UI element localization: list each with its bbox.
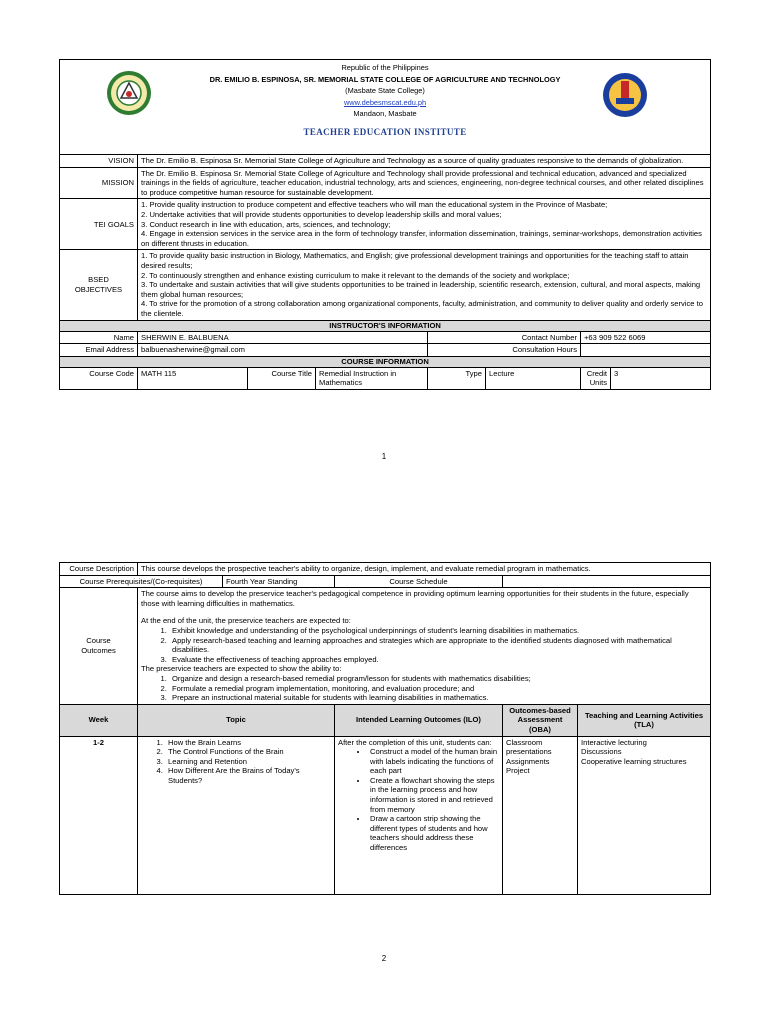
course-description: This course develops the prospective teacher's ability to organize, design, implement, and evaluate remedial program in mathematics. (138, 563, 711, 576)
tei-goal-item: 2. Undertake activities that will provide students opportunities to develop leadership skills and moral values; (141, 209, 502, 219)
tei-goal-item: 4. Engage in extension services in the service area in the form of technology transfer, information dissemination, trainings, seminar-workshops, demonstration activities on different thrusts in education. (141, 229, 702, 248)
contact-number: +63 909 522 6069 (581, 331, 711, 344)
course-title-label: Course Title (248, 367, 316, 389)
credit-units-label: Credit Units (581, 367, 611, 389)
bsed-objective-item: 4. To strive for the promotion of a strong collaboration among organizational components, faculty, administration, and community to deliver quality and orderly service to the clientele. (141, 299, 703, 318)
ilo-item: • Draw a cartoon strip showing the different types of students and how teachers should address these differences (368, 814, 499, 852)
bsed-objective-item: 1. To provide quality basic instruction in Biology, Mathematics, and English; give professional development trainings and opportunities for the teaching staff to attain desired results; (141, 251, 689, 270)
col-tla: Teaching and Learning Activities (TLA) (578, 704, 711, 736)
ilo-item: • Construct a model of the human brain with labels indicating the functions of each part (368, 747, 499, 776)
oba-item: Project (506, 766, 530, 776)
outcomes-lead-2: The preservice teachers are expected to show the ability to: (141, 664, 342, 674)
bsed-label-line2: OBJECTIVES (74, 284, 123, 294)
vision-text: The Dr. Emilio B. Espinosa Sr. Memorial State College of Agriculture and Technology as a source of quality graduates responsive to the demands of globalization. (138, 155, 711, 168)
page-2 (0, 545, 768, 1024)
tei-goal-item: 3. Conduct research in line with education, arts, sciences, and technology; (141, 219, 391, 229)
outcome-item: 2. Apply research-based teaching and learning approaches and strategies which are appropriate to the identified students diagnosed with mathematical disabilities. (169, 636, 707, 655)
vision-label: VISION (60, 155, 138, 168)
col-week: Week (60, 704, 138, 736)
col-ilo: Intended Learning Outcomes (ILO) (335, 704, 503, 736)
tla-item: Cooperative learning structures (581, 756, 687, 766)
outcome-item: 1. Exhibit knowledge and understanding of the psychological underpinnings of student's learning disabilities in mathematics. (169, 626, 707, 636)
outcome-item: 1. Organize and design a research-based remedial program/lesson for students with mathematics disabilities; (169, 674, 707, 684)
email-label: Email Address (60, 344, 138, 357)
institute-title: TEACHER EDUCATION INSTITUTE (303, 126, 467, 137)
outcomes-label-line2: Outcomes (81, 645, 116, 655)
topic-item: 1. How the Brain Learns (165, 738, 331, 748)
course-code: MATH 115 (138, 367, 248, 389)
page2-table (59, 562, 711, 895)
ilo-cell (335, 736, 503, 894)
republic-line: Republic of the Philippines (341, 63, 429, 72)
college-address: Mandaon, Masbate (353, 109, 417, 119)
course-description-label: Course Description (60, 563, 138, 576)
topic-item: 2. The Control Functions of the Brain (165, 747, 331, 757)
outcome-item: 2. Formulate a remedial program implementation, monitoring, and evaluation procedure; and (169, 684, 707, 694)
bsed-label-line1: BSED (88, 275, 109, 285)
ilo-item: • Create a flowchart showing the steps in the learning process and how information is stored in and retrieved from memory (368, 776, 499, 814)
prerequisites: Fourth Year Standing (223, 575, 335, 588)
course-code-label: Course Code (60, 367, 138, 389)
instructor-email: balbuenasherwine@gmail.com (138, 344, 428, 357)
name-label: Name (60, 331, 138, 344)
tei-goals-list (138, 199, 711, 250)
col-topic: Topic (138, 704, 335, 736)
topic-item: 3. Learning and Retention (165, 757, 331, 767)
consultation-hours-label: Consultation Hours (428, 344, 581, 357)
course-title: Remedial Instruction in Mathematics (316, 367, 428, 389)
institute-logo (602, 72, 648, 121)
college-short-name: (Masbate State College) (345, 86, 425, 96)
week-cell: 1-2 (60, 736, 138, 894)
oba-cell (503, 736, 578, 894)
tla-cell (578, 736, 711, 894)
bsed-objectives-label (60, 250, 138, 320)
topic-item: 4. How Different Are the Brains of Today's Students? (165, 766, 331, 785)
prerequisites-label: Course Prerequisites/(Co-requisites) (60, 575, 223, 588)
college-website-link[interactable]: www.debesmscat.edu.ph (343, 97, 427, 107)
bsed-objective-item: 2. To continuously strengthen and enhance existing curriculum to make it relevant to the demands of the society and workplace; (141, 270, 570, 280)
course-info-section-title: COURSE INFORMATION (60, 356, 711, 367)
bsed-objectives-list (138, 250, 711, 320)
outcomes-intro: The course aims to develop the preservice teacher's pedagogical competence in providing optimum learning opportunities for their students in the future, especially those with learning difficulties in mathematics. (141, 589, 689, 608)
page-1 (0, 0, 768, 470)
outcome-item: 3. Evaluate the effectiveness of teaching approaches employed. (169, 655, 707, 665)
tla-item: Discussions (581, 747, 622, 757)
instructor-section-title: INSTRUCTOR'S INFORMATION (60, 320, 711, 331)
topic-cell (138, 736, 335, 894)
oba-item: Assignments (506, 756, 550, 766)
ilo-intro: After the completion of this unit, students can: (338, 737, 492, 747)
course-outcomes-label (60, 588, 138, 705)
letterhead (60, 60, 711, 155)
outcomes-label-line1: Course (86, 636, 111, 646)
page-number: 1 (381, 452, 387, 461)
course-schedule-label: Course Schedule (335, 575, 503, 588)
college-seal-logo (106, 70, 152, 119)
course-schedule (503, 575, 711, 588)
page-number: 2 (381, 954, 387, 963)
tei-goals-label: TEI GOALS (60, 199, 138, 250)
mission-text: The Dr. Emilio B. Espinosa Sr. Memorial State College of Agriculture and Technology shall provide professional and technical education, advanced and specialized trainings in the fields of agriculture, teacher education, industrial technology, arts and sciences, engineering, non-degree technical courses, and other related disciplines to produce competitive human resource for sustainable development. (138, 167, 711, 199)
instructor-name: SHERWIN E. BALBUENA (138, 331, 428, 344)
page1-table (59, 59, 711, 390)
credit-units: 3 (611, 367, 711, 389)
tla-item: Interactive lecturing (581, 737, 647, 747)
tei-goal-item: 1. Provide quality instruction to produce competent and effective teachers who will man the educational system in the Province of Masbate; (141, 200, 608, 210)
college-name: DR. EMILIO B. ESPINOSA, SR. MEMORIAL STATE COLLEGE OF AGRICULTURE AND TECHNOLOGY (209, 74, 561, 84)
outcome-item: 3. Prepare an instructional material suitable for students with learning disabilities in mathematics. (169, 693, 707, 703)
outcomes-lead-1: At the end of the unit, the preservice teachers are expected to: (141, 616, 351, 626)
bsed-objective-item: 3. To undertake and sustain activities that will give students opportunities to be trained in leadership, scientific research, extension, cultural, and moral aspects, making them global human resources; (141, 280, 701, 299)
col-oba: Outcomes-based Assessment (OBA) (503, 704, 578, 736)
course-outcomes (138, 588, 711, 705)
mission-label: MISSION (60, 167, 138, 199)
oba-item: Classroom presentations (506, 737, 552, 757)
consultation-hours (581, 344, 711, 357)
course-type: Lecture (486, 367, 581, 389)
contact-number-label: Contact Number (428, 331, 581, 344)
type-label: Type (428, 367, 486, 389)
